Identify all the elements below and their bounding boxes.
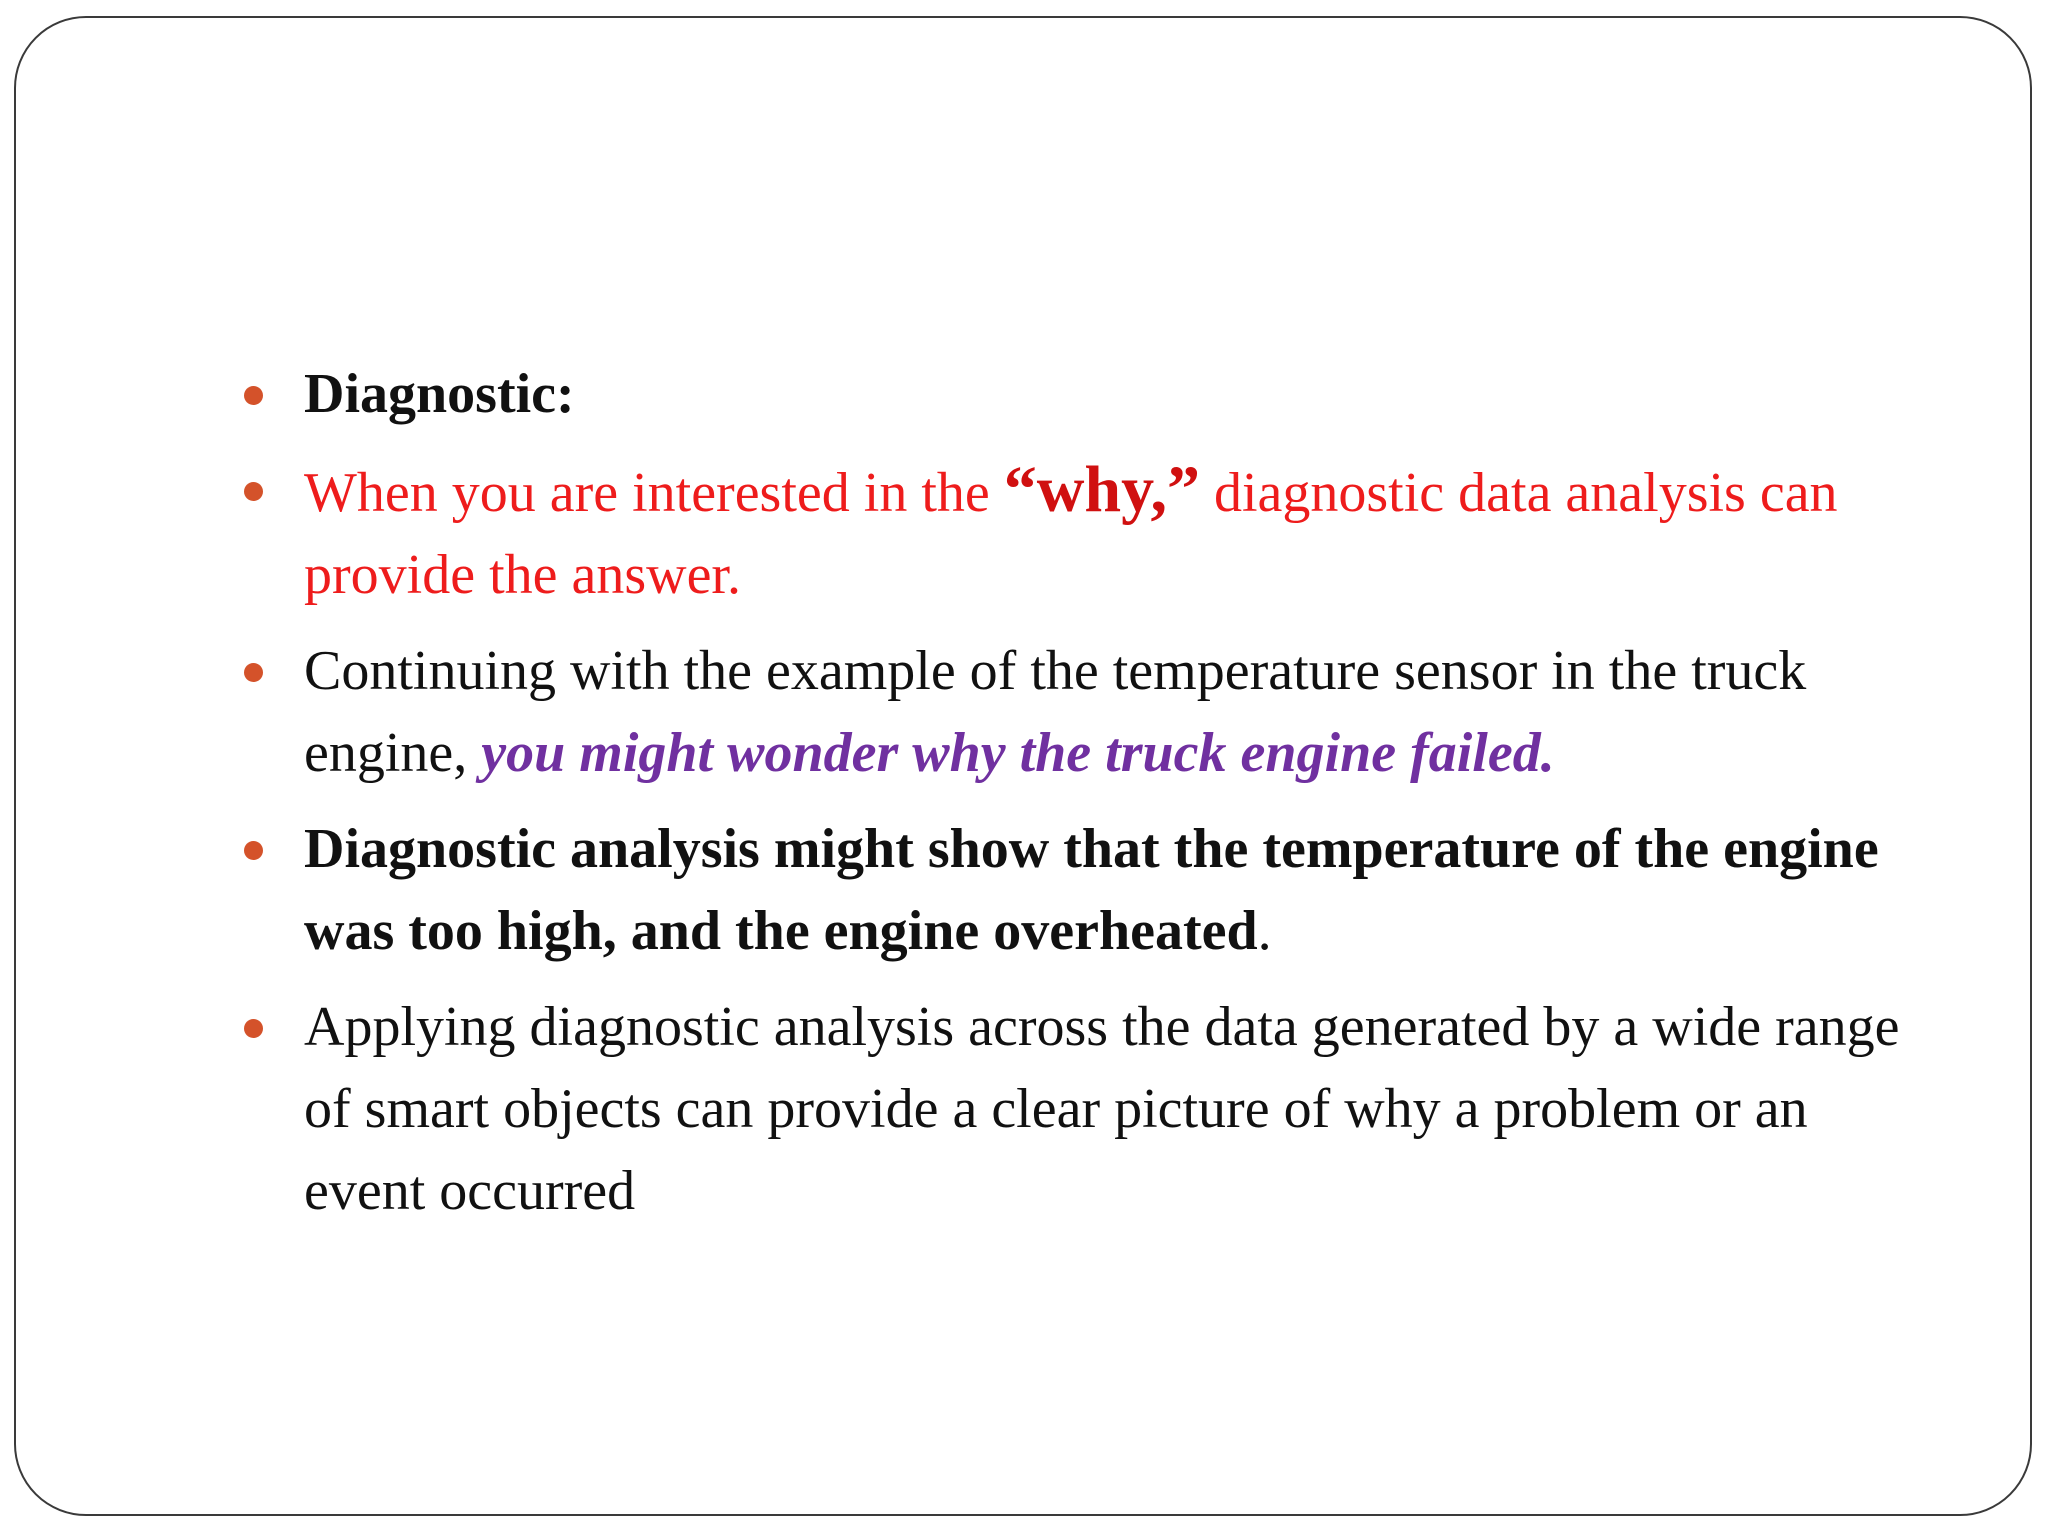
bullet-item-why <box>244 449 1934 616</box>
analysis-bold-text: Diagnostic analysis might show that the temperature of the engine was too high, and the engine overheated <box>304 818 1879 962</box>
why-text-before: When you are interested in the <box>304 462 1004 524</box>
why-emphasis: “why,” <box>1003 453 1200 526</box>
bullet-dot-icon <box>244 1019 263 1038</box>
applying-text: Applying diagnostic analysis across the data generated by a wide range of smart objects can provide a clear picture of why a problem or an event occurred <box>304 996 1900 1222</box>
bullet-item-heading <box>244 353 1934 435</box>
bullet-list <box>244 353 1934 1246</box>
analysis-period: . <box>1257 900 1272 962</box>
bullet-dot-icon <box>244 841 263 860</box>
bullet-item-example <box>244 630 1934 794</box>
bullet-item-analysis <box>244 808 1934 972</box>
bullet-dot-icon <box>244 386 263 405</box>
slide-frame <box>14 16 2032 1516</box>
example-text: Continuing with the example of the temperature sensor in the truck engine, <box>304 640 1807 784</box>
bullet-dot-icon <box>244 482 263 501</box>
bullet-item-applying <box>244 986 1934 1232</box>
bullet-dot-icon <box>244 663 263 682</box>
example-emphasis: you might wonder why the truck engine failed. <box>481 722 1555 784</box>
why-text-after: diagnostic data analysis can provide the answer. <box>304 462 1838 606</box>
heading-text: Diagnostic: <box>304 363 575 425</box>
